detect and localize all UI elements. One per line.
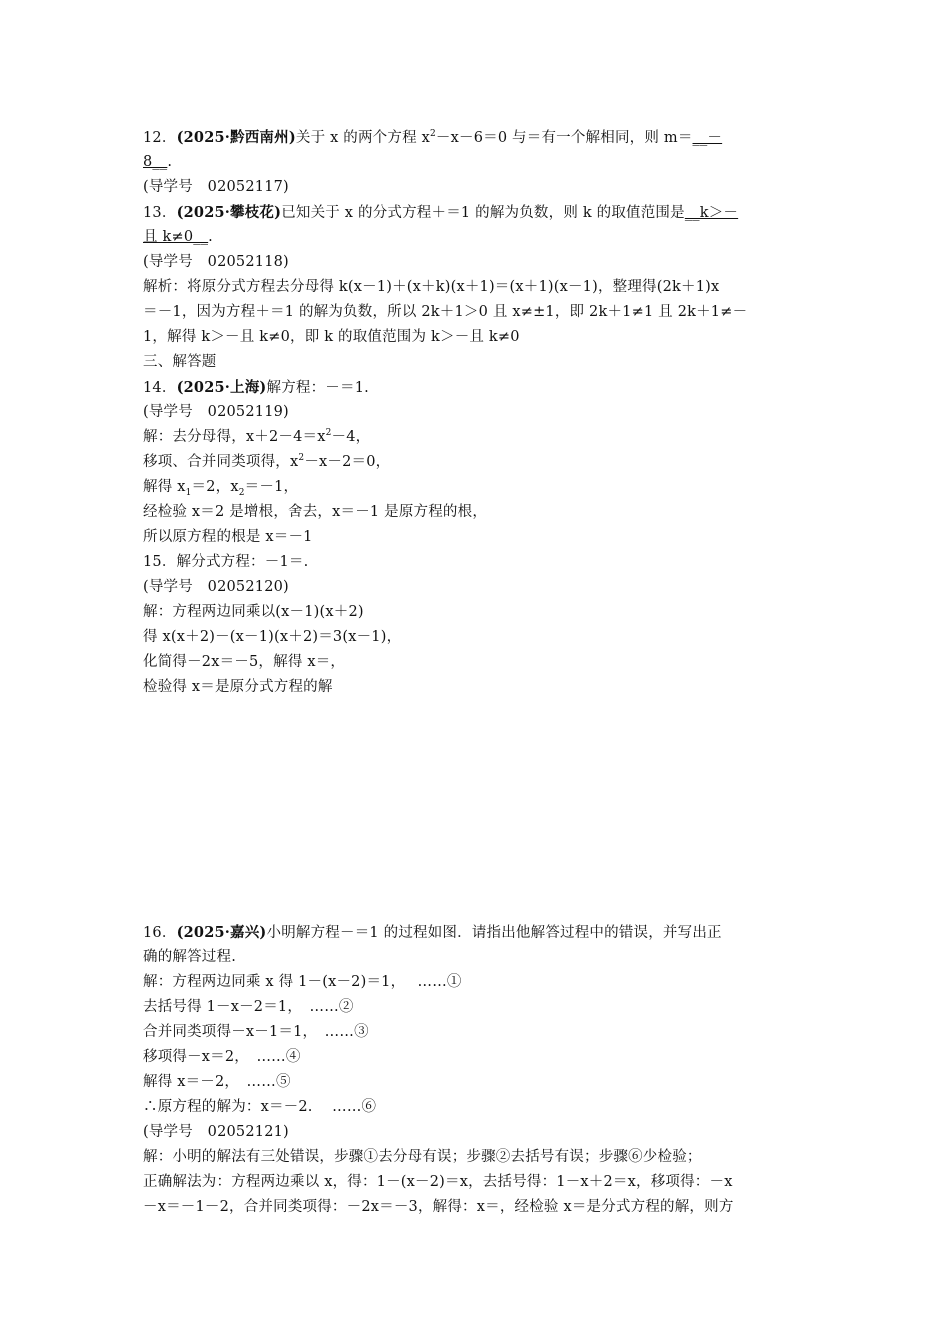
q15-solution-line: 化简得－2x＝－5，解得 x＝， — [143, 654, 346, 670]
q13-analysis-line: 1，解得 k＞－且 k≠0，即 k 的取值范围为 k＞－且 k≠0 — [143, 329, 520, 345]
q13-guide: (导学号 02052118) — [143, 254, 289, 270]
q15-solution-line: 检验得 x＝是原分式方程的解 — [143, 679, 333, 695]
q13-line2 — [143, 225, 813, 250]
q12-text: 关于 x 的两个方程 x — [295, 130, 430, 146]
q12-line2 — [143, 150, 813, 175]
q12-answer-part2: 8__ — [143, 154, 168, 170]
q15-solution-line: 解：方程两边同乘以(x－1)(x＋2) — [143, 604, 364, 620]
q14-source: (2025·上海) — [176, 379, 267, 396]
q13-source: (2025·攀枝花) — [176, 204, 282, 221]
q14-solution-line: 经检验 x＝2 是增根，舍去，x＝－1 是原方程的根， — [143, 504, 488, 520]
q16-solution-line: 解：小明的解法有三处错误，步骤①去分母有误；步骤②去括号有误；步骤⑥少检验； — [143, 1149, 702, 1165]
q12-answer-part1: __－ — [692, 130, 723, 146]
q16-step: 解得 x＝－2， ……⑤ — [143, 1074, 291, 1090]
q16-step: ∴原方程的解为：x＝－2. ……⑥ — [143, 1099, 377, 1115]
q16-line2: 确的解答过程. — [143, 949, 237, 965]
q12-text2: －x－6＝0 与＝有一个解相同，则 m＝ — [435, 130, 693, 146]
q13-line1 — [143, 200, 813, 225]
q14-l1-superscript: 2 — [325, 428, 332, 439]
q14-l2b: －x－2＝0， — [304, 454, 391, 470]
q16-source: (2025·嘉兴) — [176, 924, 267, 941]
q16-step: 去括号得 1－x－2＝1， ……② — [143, 999, 354, 1015]
q13-answer-part2: 且 k≠0__ — [143, 229, 209, 245]
q13-analysis-line: 解析：将原分式方程去分母得 k(x－1)＋(x＋k)(x＋1)＝(x＋1)(x－1)，整理得(2k＋1)x — [143, 279, 720, 295]
q16-line1 — [143, 920, 813, 945]
q15-title: 15．解分式方程：－1＝. — [143, 554, 309, 570]
q14-l3-subscript2: 2 — [238, 487, 245, 498]
q16-solution-line: 正确解法为：方程两边乘以 x，得：1－(x－2)＝x，去括号得：1－x＋2＝x，移项得：－x — [143, 1174, 733, 1190]
q14-l2a: 移项、合并同类项得，x — [143, 454, 299, 470]
q14-l3c: ＝－1， — [244, 479, 299, 495]
q16-solution-line: －x＝－1－2，合并同类项得：－2x＝－3，解得：x＝，经检验 x＝是分式方程的解，则方 — [143, 1199, 734, 1215]
q16-step: 移项得－x＝2， ……④ — [143, 1049, 301, 1065]
q14-solution-line — [143, 450, 813, 475]
q14-number: 14． — [143, 380, 177, 396]
content-block-top — [143, 125, 813, 700]
q14-solution-line — [143, 425, 813, 450]
q12-tail: . — [167, 154, 173, 170]
q12-line1 — [143, 125, 813, 150]
q14-l1b: －4， — [331, 429, 371, 445]
q14-l3-subscript1: 1 — [185, 487, 192, 498]
q12-guide: (导学号 02052117) — [143, 179, 289, 195]
q14-title — [143, 375, 813, 400]
q15-guide: (导学号 02052120) — [143, 579, 289, 595]
q13-text: 已知关于 x 的分式方程＋＝1 的解为负数，则 k 的取值范围是 — [281, 205, 685, 221]
q13-tail: . — [208, 229, 213, 245]
q14-solution-line — [143, 475, 813, 500]
q16-step: 解：方程两边同乘 x 得 1－(x－2)＝1， ……① — [143, 974, 462, 990]
q14-solution-line: 所以原方程的根是 x＝－1 — [143, 529, 313, 545]
q15-solution-line: 得 x(x＋2)－(x－1)(x＋2)＝3(x－1)， — [143, 629, 402, 645]
q16-number: 16． — [143, 925, 177, 941]
section-heading: 三、解答题 — [143, 354, 217, 370]
q13-analysis-line: ＝－1，因为方程＋＝1 的解为负数，所以 2k＋1＞0 且 x≠±1，即 2k＋1≠1 且 2k＋1≠－ — [143, 304, 748, 320]
q14-guide: (导学号 02052119) — [143, 404, 289, 420]
q16-guide: (导学号 02052121) — [143, 1124, 289, 1140]
q14-text: 解方程：－＝1. — [266, 380, 369, 396]
q14-l3a: 解得 x — [143, 479, 186, 495]
q14-l3b: ＝2，x — [191, 479, 239, 495]
q13-number: 13． — [143, 205, 177, 221]
q12-source: (2025·黔西南州) — [176, 129, 296, 146]
q16-text: 小明解方程－＝1 的过程如图．请指出他解答过程中的错误，并写出正 — [266, 925, 722, 941]
q16-step: 合并同类项得－x－1＝1， ……③ — [143, 1024, 369, 1040]
q12-superscript: 2 — [429, 129, 436, 140]
content-block-bottom — [143, 920, 813, 1220]
q14-l1a: 解：去分母得，x＋2－4＝x — [143, 429, 326, 445]
q14-l2-superscript: 2 — [298, 453, 305, 464]
q12-number: 12． — [143, 130, 177, 146]
q13-answer-part1: __k＞－ — [684, 205, 739, 221]
